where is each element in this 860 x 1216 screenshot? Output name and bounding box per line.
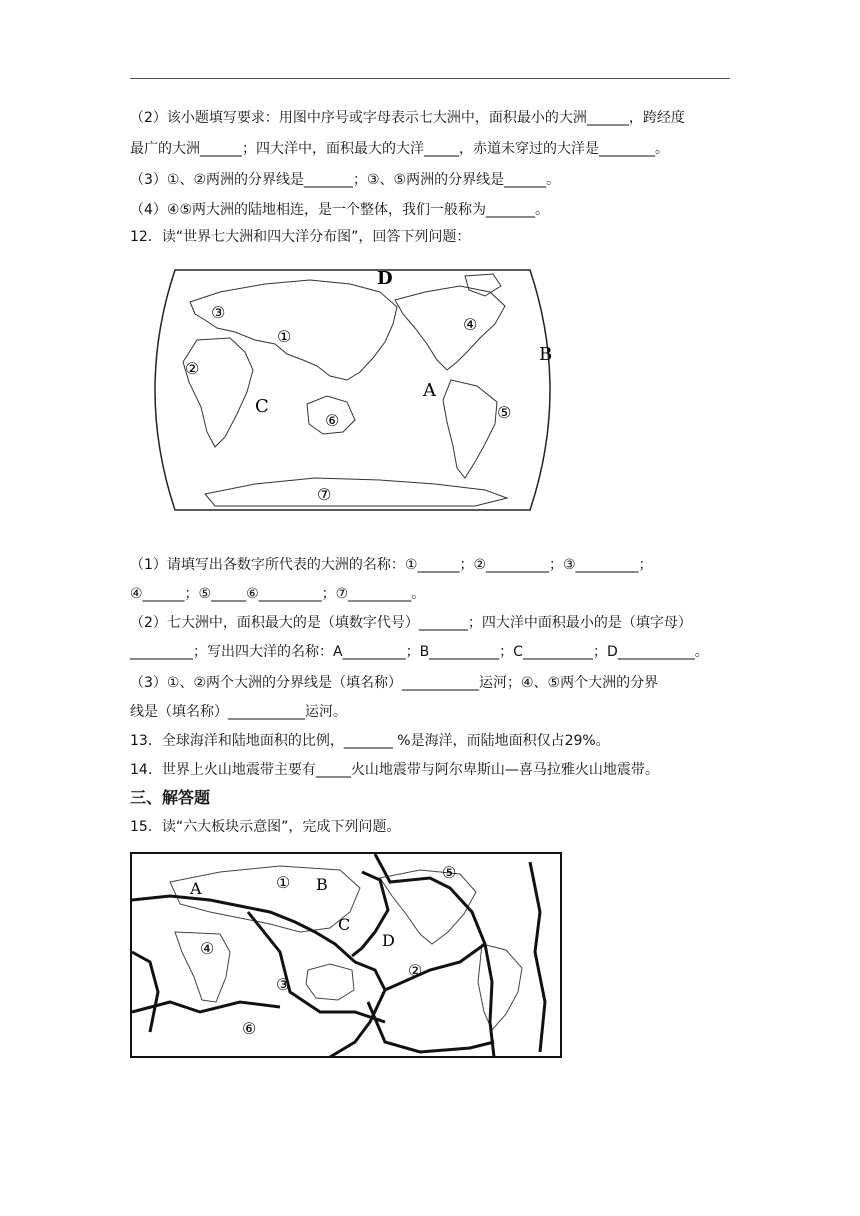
q12-part2-line1: （2）七大洲中，面积最大的是（填数字代号）_______；四大洋中面积最小的是（填字母） [130,615,692,631]
map15-label-c: C [338,915,351,934]
q11-part4: （4）④⑤两大洲的陆地相连，是一个整体，我们一般称为_______。 [130,202,550,218]
map12-label-3: ③ [211,303,226,322]
map15-label-a: A [190,879,202,898]
q13-text: 13．全球海洋和陆地面积的比例，_______ %是海洋，而陆地面积仅占29%。 [130,733,610,749]
world-continents-map [135,262,570,518]
map15-label-d: D [382,931,395,950]
map12-label-6: ⑥ [325,411,340,430]
map12-label-7: ⑦ [317,485,332,504]
map12-label-d: D [377,268,393,289]
map12-label-4: ④ [463,315,478,334]
map12-label-5: ⑤ [497,403,512,422]
q12-title: 12．读“世界七大洲和四大洋分布图”，回答下列问题： [130,229,471,245]
q12-part3-line2: 线是（填名称）___________运河。 [130,704,347,720]
q11-part2-line2: 最广的大洲______；四大洋中，面积最大的大洋_____，赤道未穿过的大洋是________。 [130,141,669,157]
q12-part2-line2: _________；写出四大洋的名称：A_________；B__________；C__________；D___________。 [130,644,709,660]
q14-text: 14．世界上火山地震带主要有_____火山地震带与阿尔卑斯山—喜马拉雅火山地震带。 [130,762,659,778]
map15-label-5: ⑤ [442,863,457,882]
map12-label-a: A [423,380,436,401]
map12-label-2: ② [185,359,200,378]
section-heading: 三、解答题 [130,788,211,807]
map15-label-1: ① [276,873,291,892]
q15-title: 15．读“六大板块示意图”，完成下列问题。 [130,819,401,835]
q12-part1-line1: （1）请填写出各数字所代表的大洲的名称：①______；②_________；③_________； [130,557,653,573]
q11-part3: （3）①、②两洲的分界线是_______；③、⑤两洲的分界线是______。 [130,172,561,188]
map15-label-4: ④ [200,939,215,958]
map15-label-3: ③ [276,975,291,994]
plates-map [130,852,562,1058]
map12-label-1: ① [277,327,292,346]
q12-part1-line2: ④______；⑤_____⑥_________；⑦_________。 [130,586,426,602]
map15-label-b: B [316,875,328,894]
map12-label-b: B [539,344,553,365]
map15-label-2: ② [408,961,423,980]
map12-label-c: C [255,396,269,417]
map15-label-6: ⑥ [242,1019,257,1038]
q11-part2-line1: （2）该小题填写要求：用图中序号或字母表示七大洲中，面积最小的大洲______，跨经度 [130,110,685,126]
header-rule [130,78,730,79]
q12-part3-line1: （3）①、②两个大洲的分界线是（填名称）___________运河；④、⑤两个大洲的分界 [130,675,659,691]
